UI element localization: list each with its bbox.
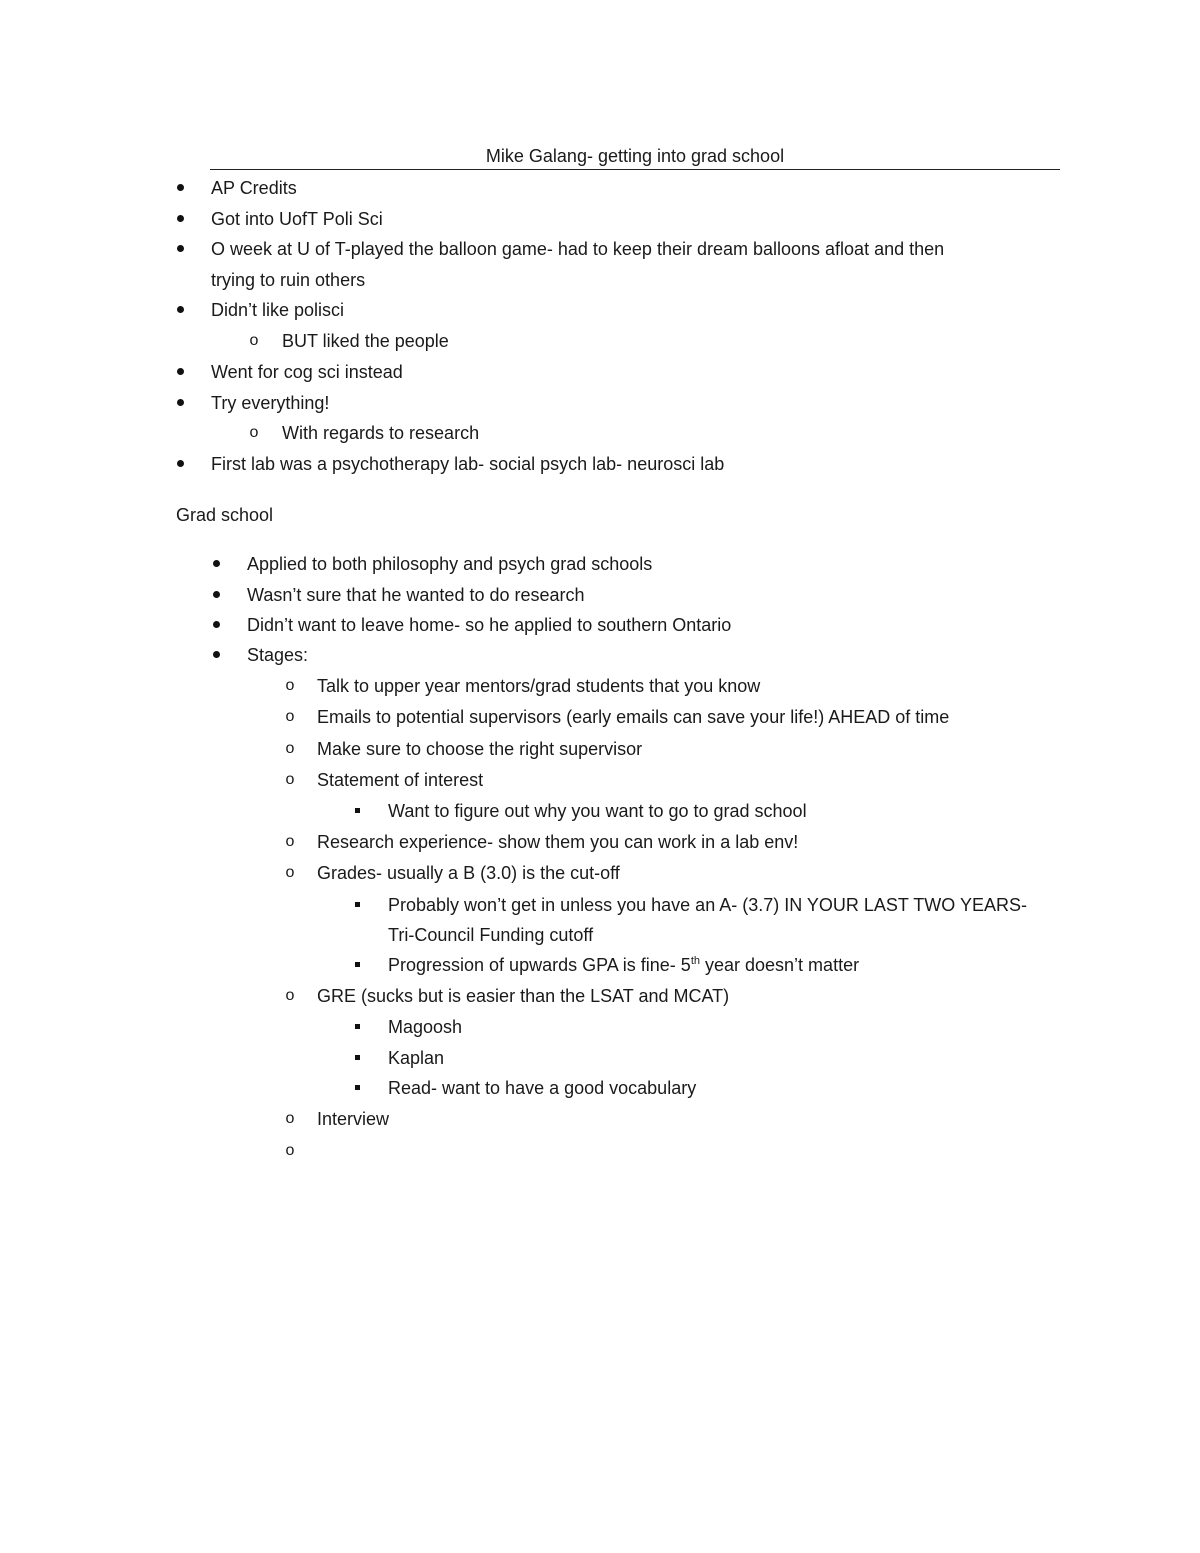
circle-bullet-icon: o [249, 332, 259, 349]
bullet-icon [170, 452, 190, 476]
list-item: Probably won’t get in unless you have an A- (3.7) IN YOUR LAST TWO YEARS- [388, 895, 1027, 915]
list-item: Kaplan [388, 1048, 445, 1068]
circle-bullet-icon: o [285, 740, 295, 757]
list-item: With regards to research [282, 423, 480, 443]
list-item: Interview [317, 1109, 390, 1129]
list-item: Grades- usually a B (3.0) is the cut-off [317, 863, 620, 883]
circle-bullet-icon: o [249, 424, 259, 441]
bullet-icon [170, 207, 190, 231]
list-item: Read- want to have a good vocabulary [388, 1078, 697, 1098]
square-bullet-icon [347, 893, 367, 917]
list-item: GRE (sucks but is easier than the LSAT and MCAT) [317, 986, 730, 1006]
bullet-icon [170, 176, 190, 200]
list-item: First lab was a psychotherapy lab- social psych lab- neurosci lab [211, 454, 725, 474]
list-item: Got into UofT Poli Sci [211, 209, 383, 229]
bullet-icon [170, 298, 190, 322]
bullet-icon [170, 360, 190, 384]
list-item-text: Progression of upwards GPA is fine- 5 [388, 955, 691, 975]
bullet-icon [206, 643, 226, 667]
circle-bullet-icon: o [285, 1110, 295, 1127]
list-item: Try everything! [211, 393, 330, 413]
list-item: Make sure to choose the right supervisor [317, 739, 643, 759]
list-item: Research experience- show them you can work in a lab env! [317, 832, 799, 852]
list-item: Didn’t want to leave home- so he applied to southern Ontario [247, 615, 732, 635]
list-item-continuation: trying to ruin others [211, 270, 366, 290]
list-item: Want to figure out why you want to go to grad school [388, 801, 807, 821]
list-item: Went for cog sci instead [211, 362, 403, 382]
circle-bullet-icon: o [285, 864, 295, 881]
list-item: Didn’t like polisci [211, 300, 345, 320]
square-bullet-icon [347, 1015, 367, 1039]
bullet-icon [206, 613, 226, 637]
bullet-icon [206, 552, 226, 576]
list-item: O week at U of T-played the balloon game- had to keep their dream balloons afloat and then [211, 239, 945, 259]
list-item-text: year doesn’t matter [700, 955, 860, 975]
list-item: Talk to upper year mentors/grad students that you know [317, 676, 761, 696]
square-bullet-icon [347, 1076, 367, 1100]
list-item: AP Credits [211, 178, 297, 198]
section-heading: Grad school [176, 505, 274, 525]
circle-bullet-icon: o [285, 833, 295, 850]
bullet-icon [170, 391, 190, 415]
list-item-continuation: Tri-Council Funding cutoff [388, 925, 594, 945]
list-item: Stages: [247, 645, 309, 665]
square-bullet-icon [347, 1046, 367, 1070]
list-item: BUT liked the people [282, 331, 449, 351]
list-item [388, 953, 859, 977]
list-item: Statement of interest [317, 770, 484, 790]
list-item: Applied to both philosophy and psych grad schools [247, 554, 653, 574]
circle-bullet-icon: o [285, 677, 295, 694]
circle-bullet-icon: o [285, 987, 295, 1004]
square-bullet-icon [347, 953, 367, 977]
circle-bullet-icon: o [285, 708, 295, 725]
bullet-icon [170, 237, 190, 261]
square-bullet-icon [347, 799, 367, 823]
list-item: Wasn’t sure that he wanted to do research [247, 585, 585, 605]
list-item: Magoosh [388, 1017, 463, 1037]
circle-bullet-icon: o [285, 1142, 295, 1159]
list-item: Emails to potential supervisors (early emails can save your life!) AHEAD of time [317, 707, 950, 727]
circle-bullet-icon: o [285, 771, 295, 788]
bullet-icon [206, 583, 226, 607]
ordinal-suffix: th [690, 955, 700, 967]
page-title: Mike Galang- getting into grad school [210, 143, 1060, 170]
